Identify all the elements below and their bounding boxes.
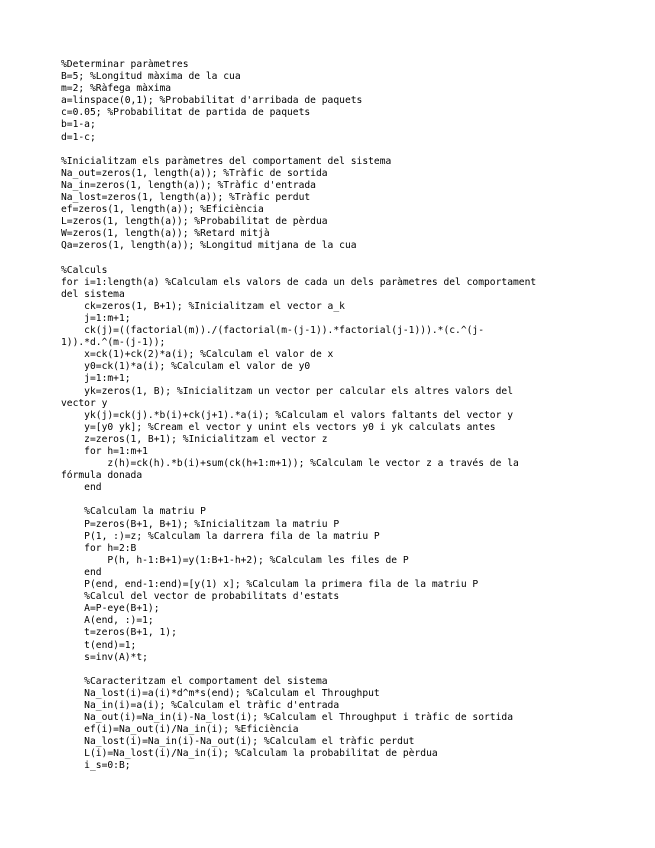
code-line: y=[y0 yk]; %Cream el vector y unint els vectors y0 i yk calculats antes — [61, 421, 496, 433]
code-line: L(i)=Na_lost(i)/Na_in(i); %Calculam la probabilitat de pèrdua — [61, 748, 438, 760]
code-line: ef=zeros(1, length(a)); %Eficiència — [61, 204, 264, 216]
code-line: end — [61, 482, 102, 494]
code-line: Qa=zeros(1, length(a)); %Longitud mitjana de la cua — [61, 240, 357, 252]
code-line: %Calculam la matriu P — [61, 506, 206, 518]
code-line: end — [61, 566, 102, 578]
code-line: yk(j)=ck(j).*b(i)+ck(j+1).*a(i); %Calculam el valors faltants del vector y — [61, 409, 513, 421]
code-line: %Calcul del vector de probabilitats d'estats — [61, 591, 340, 603]
code-line: %Calculs — [61, 264, 108, 276]
code-line: z=zeros(1, B+1); %Inicialitzam el vector z — [61, 433, 328, 445]
code-line: m=2; %Ràfega màxima — [61, 83, 172, 95]
code-line — [61, 144, 601, 156]
code-line: P(1, :)=z; %Calculam la darrera fila de la matriu P — [61, 530, 380, 542]
code-line: x=ck(1)+ck(2)*a(i); %Calculam el valor de x — [61, 349, 334, 361]
code-line: t(end)=1; — [61, 639, 137, 651]
code-line: A=P-eye(B+1); — [61, 603, 160, 615]
code-line: z(h)=ck(h).*b(i)+sum(ck(h+1:m+1)); %Calculam le vector z a través de la — [61, 458, 519, 470]
code-line: b=1-a; — [61, 119, 96, 131]
code-line: j=1:m+1; — [61, 312, 131, 324]
code-line: Na_in=zeros(1, length(a)); %Tràfic d'entrada — [61, 179, 316, 191]
code-line: s=inv(A)*t; — [61, 651, 148, 663]
code-line: Na_out(i)=Na_in(i)-Na_lost(i); %Calculam el Throughput i tràfic de sortida — [61, 712, 513, 724]
code-line: i_s=0:B; — [61, 760, 131, 772]
code-line — [61, 494, 601, 506]
code-line: P(h, h-1:B+1)=y(1:B+1-h+2); %Calculam les files de P — [61, 554, 409, 566]
code-line: yk=zeros(1, B); %Inicialitzam un vector per calcular els altres valors del — [61, 385, 513, 397]
code-line: Na_lost(i)=a(i)*d^m*s(end); %Calculam el Throughput — [61, 687, 380, 699]
code-line: c=0.05; %Probabilitat de partida de paquets — [61, 107, 311, 119]
code-line: Na_out=zeros(1, length(a)); %Tràfic de sortida — [61, 167, 328, 179]
code-line: %Determinar paràmetres — [61, 59, 189, 70]
code-line — [61, 664, 601, 676]
code-line: %Inicialitzam els paràmetres del comportament del sistema — [61, 155, 392, 167]
code-line: j=1:m+1; — [61, 373, 131, 385]
code-line: Na_lost(i)=Na_in(i)-Na_out(i); %Calculam el tràfic perdut — [61, 736, 415, 748]
code-line: B=5; %Longitud màxima de la cua — [61, 71, 241, 83]
code-line: vector y — [61, 397, 108, 409]
code-line — [61, 253, 601, 265]
code-line: d=1-c; — [61, 131, 96, 143]
code-line: L=zeros(1, length(a)); %Probabilitat de pèrdua — [61, 216, 328, 228]
code-line: P=zeros(B+1, B+1); %Inicialitzam la matriu P — [61, 518, 340, 530]
code-line: t=zeros(B+1, 1); — [61, 627, 177, 639]
code-line: for i=1:length(a) %Calculam els valors de cada un dels paràmetres del comportament — [61, 276, 537, 288]
code-line: W=zeros(1, length(a)); %Retard mitjà — [61, 228, 270, 240]
code-line: a=linspace(0,1); %Probabilitat d'arribada de paquets — [61, 95, 363, 107]
code-line: y0=ck(1)*a(i); %Calculam el valor de y0 — [61, 361, 311, 373]
code-line: P(end, end-1:end)=[y(1) x]; %Calculam la primera fila de la matriu P — [61, 579, 479, 591]
code-line: 1)).*d.^(m-(j-1)); — [61, 337, 166, 349]
code-line: ef(i)=Na_out(i)/Na_in(i); %Eficiència — [61, 724, 299, 736]
code-line: del sistema — [61, 288, 125, 300]
code-listing — [61, 59, 601, 773]
code-line: for h=1:m+1 — [61, 446, 148, 457]
code-line: A(end, :)=1; — [61, 615, 154, 627]
code-line: ck(j)=((factorial(m))./(factorial(m-(j-1)).*factorial(j-1))).*(c.^(j- — [61, 325, 485, 337]
code-line: Na_in(i)=a(i); %Calculam el tràfic d'entrada — [61, 699, 340, 711]
code-line: for h=2:B — [61, 542, 137, 554]
code-line: Na_lost=zeros(1, length(a)); %Tràfic perdut — [61, 192, 311, 204]
code-line: fórmula donada — [61, 470, 143, 482]
code-line: %Caracteritzam el comportament del sistema — [61, 675, 328, 687]
code-line: ck=zeros(1, B+1); %Inicialitzam el vector a_k — [61, 300, 345, 312]
